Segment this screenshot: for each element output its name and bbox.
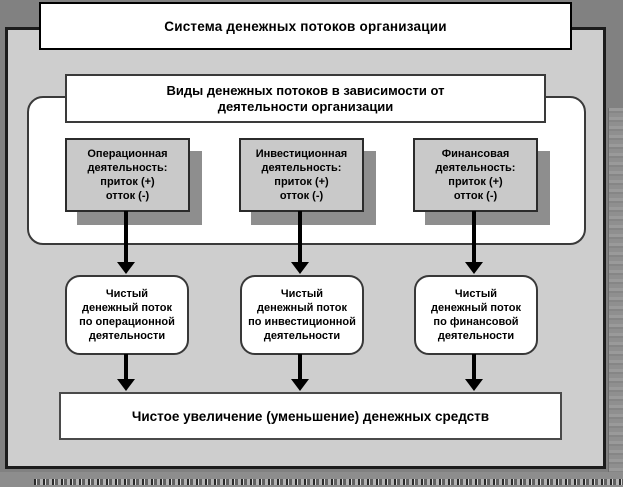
arrow-net-financing-to-result: [465, 354, 483, 391]
arrow-shaft: [472, 354, 476, 380]
arrow-net-operating-to-result: [117, 354, 135, 391]
net-financing-line-4: деятельности: [437, 330, 515, 342]
net-operating-line-1: Чистый: [105, 288, 149, 300]
net-operating-line-2: денежный поток: [82, 302, 172, 314]
net-investing-line-2: денежный поток: [257, 302, 347, 314]
net-operating-line-3: по операционной: [79, 316, 175, 328]
activity-box-operating: [65, 138, 190, 212]
net-flow-node-financing: [414, 275, 538, 355]
arrow-head-icon: [117, 379, 135, 391]
activity-financing-inflow: приток (+): [448, 176, 503, 188]
activity-box-financing: [413, 138, 538, 212]
arrow-shaft: [124, 211, 128, 263]
activity-operating-inflow: приток (+): [100, 176, 155, 188]
types-header-box: [65, 74, 546, 123]
arrow-head-icon: [291, 379, 309, 391]
arrow-financing-to-net: [465, 211, 483, 274]
net-investing-line-4: деятельности: [263, 330, 341, 342]
net-flow-node-investing: [240, 275, 364, 355]
activity-operating-line-2: деятельность:: [87, 162, 168, 174]
arrow-investing-to-net: [291, 211, 309, 274]
arrow-shaft: [124, 354, 128, 380]
activity-investing-line-1: Инвестиционная: [255, 148, 348, 160]
activity-investing-outflow: отток (-): [279, 190, 324, 202]
scan-noise-bottom: [0, 472, 623, 487]
result-bar: [59, 392, 562, 440]
net-financing-line-3: по финансовой: [433, 316, 519, 328]
arrow-head-icon: [117, 262, 135, 274]
net-flow-node-operating: [65, 275, 189, 355]
activity-financing-line-2: деятельность:: [435, 162, 516, 174]
activity-investing-line-2: деятельность:: [261, 162, 342, 174]
title-box: [39, 2, 572, 50]
activity-operating-line-1: Операционная: [87, 148, 168, 160]
net-operating-line-4: деятельности: [88, 330, 166, 342]
activity-operating-outflow: отток (-): [105, 190, 150, 202]
arrow-operating-to-net: [117, 211, 135, 274]
arrow-shaft: [298, 354, 302, 380]
net-financing-line-2: денежный поток: [431, 302, 521, 314]
types-header-line-2: деятельности организации: [217, 98, 394, 114]
activity-financing-line-1: Финансовая: [441, 148, 510, 160]
scan-noise-right: [608, 108, 623, 487]
net-investing-line-3: по инвестиционной: [248, 316, 356, 328]
arrow-shaft: [298, 211, 302, 263]
activity-financing-outflow: отток (-): [453, 190, 498, 202]
net-investing-line-1: Чистый: [280, 288, 324, 300]
arrow-head-icon: [465, 262, 483, 274]
net-financing-line-1: Чистый: [454, 288, 498, 300]
arrow-head-icon: [291, 262, 309, 274]
types-header-line-1: Виды денежных потоков в зависимости от: [166, 82, 445, 98]
arrow-head-icon: [465, 379, 483, 391]
arrow-shaft: [472, 211, 476, 263]
result-label: Чистое увеличение (уменьшение) денежных средств: [131, 408, 490, 424]
activity-box-investing: [239, 138, 364, 212]
arrow-net-investing-to-result: [291, 354, 309, 391]
diagram-title: Система денежных потоков организации: [164, 18, 447, 34]
activity-investing-inflow: приток (+): [274, 176, 329, 188]
